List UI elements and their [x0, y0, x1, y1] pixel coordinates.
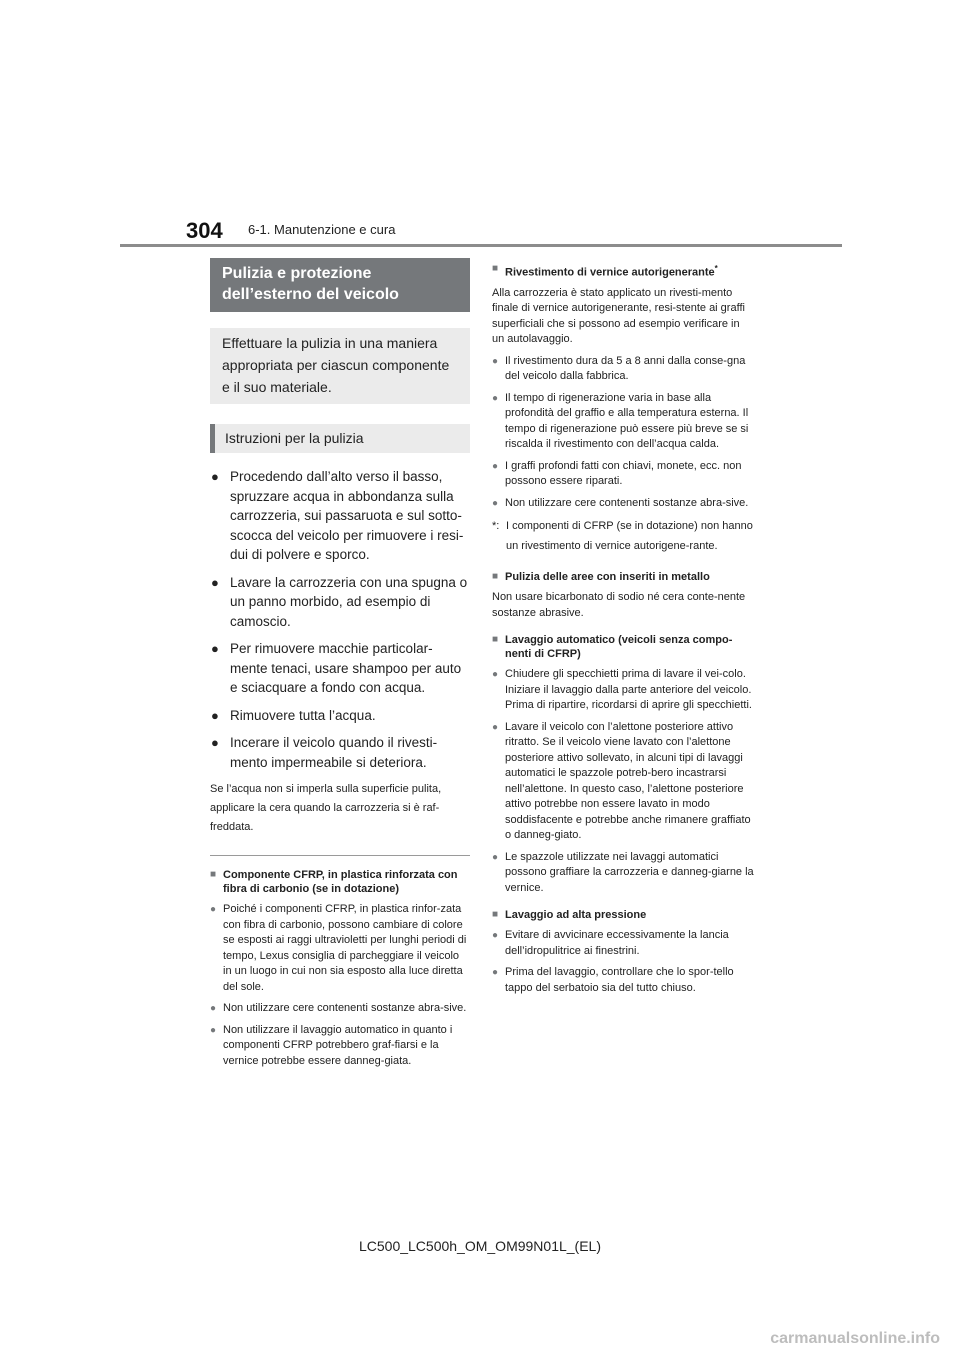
list-item-text: Chiudere gli specchietti prima di lavare il vei-colo. Iniziare il lavaggio dalla parte anteriore del veicolo. Prima di ripartire, ricordarsi di aprire gli specchietti.	[505, 668, 752, 712]
list-item	[492, 720, 754, 844]
list-item-text: Lavare il veicolo con l’alettone posteriore attivo ritratto. Se il veicolo viene lavato con l’alettone posteriore attivo sollevato, in alcuni tipi di lavaggi automatici le spazzole potreb-bero incastrarsi nell’alettone. In questo caso, l’alettone posteriore attivo potrebbe non essere lavato in modo soddisfacente e potrebbe anche rimanere graffiato o danneg-giato.	[505, 720, 751, 842]
list-item-text: Incerare il veicolo quando il rivesti-mento impermeabile si deteriora.	[230, 735, 438, 770]
metal-heading-text: Pulizia delle aree con inseriti in metallo	[505, 571, 710, 584]
cleaning-steps-list	[210, 467, 470, 772]
list-item	[492, 928, 754, 959]
autowash-list	[492, 667, 754, 896]
list-item-text: Non utilizzare cere contenenti sostanze abra-sive.	[505, 496, 749, 509]
list-item-text: Poiché i componenti CFRP, in plastica rinfor-zata con fibra di carbonio, possono cambiare di colore se esposti ai raggi ultravioletti per lunghi periodi di tempo, Lexus consiglia di parcheggiare il veicolo in un luogo in cui non sia esposto alla luce diretta del sole.	[223, 903, 467, 993]
footnote-marker: *	[714, 264, 718, 273]
page-number: 304	[186, 218, 223, 243]
wax-note: Se l’acqua non si imperla sulla superficie pulita, applicare la cera quando la carrozzeria si è raf-freddata.	[210, 783, 442, 833]
cfrp-heading	[210, 868, 470, 896]
circle-bullet-icon: ●	[492, 497, 499, 509]
list-item-text: Procedendo dall’alto verso il basso, spruzzare acqua in abbondanza sulla carrozzeria, sui passaruota e sul sotto-scocca del veicolo per rimuovere i resi-dui di polvere e sporco.	[230, 469, 464, 562]
circle-bullet-icon: ●	[492, 392, 499, 404]
footnote	[492, 517, 754, 556]
section-title: 6-1. Manutenzione e cura	[248, 222, 396, 237]
list-item	[210, 733, 470, 772]
list-item	[210, 467, 470, 565]
cfrp-list	[210, 902, 470, 1069]
bullet-icon: ●	[211, 469, 219, 484]
list-item-text: Il tempo di rigenerazione varia in base alla profondità del graffio e alla temperatura esterna. Il tempo di rigenerazione può essere più breve se si riscalda il rivestimento con dell’acqua calda.	[505, 391, 749, 451]
list-item-text: Rimuovere tutta l’acqua.	[230, 707, 376, 723]
circle-bullet-icon: ●	[210, 1003, 217, 1014]
section-heading: Pulizia e protezione dell’esterno del veicolo	[210, 258, 470, 312]
list-item	[210, 706, 470, 726]
cleaning-instructions-heading: Istruzioni per la pulizia	[210, 424, 470, 453]
divider	[210, 855, 470, 856]
regen-heading-text: Rivestimento di vernice autorigenerante	[505, 266, 715, 279]
list-item	[492, 459, 754, 490]
document-id: LC500_LC500h_OM_OM99N01L_(EL)	[358, 1238, 602, 1254]
autowash-heading	[492, 633, 754, 661]
list-item-text: Per rimuovere macchie particolar-mente tenaci, usare shampoo per auto e sciacquare a fondo con acqua.	[230, 641, 462, 695]
right-column	[492, 258, 754, 1002]
square-bullet-icon: ■	[492, 263, 499, 274]
circle-bullet-icon: ●	[492, 930, 499, 942]
circle-bullet-icon: ●	[492, 460, 499, 472]
regen-list	[492, 354, 754, 512]
regen-paragraph: Alla carrozzeria è stato applicato un rivesti-mento finale di vernice autorigenerante, resi-stente ai graffi superficiali che si possono ad esempio verificare in un autolavaggio.	[492, 286, 745, 346]
circle-bullet-icon: ●	[210, 1024, 217, 1036]
list-item	[210, 1001, 470, 1017]
watermark: carmanualsonline.info	[770, 1330, 940, 1347]
circle-bullet-icon: ●	[210, 904, 217, 915]
footnote-text: I componenti di CFRP (se in dotazione) non hanno un rivestimento di vernice autorigene-rante.	[506, 520, 753, 552]
pressure-list	[492, 928, 754, 996]
circle-bullet-icon: ●	[492, 851, 499, 863]
list-item	[492, 667, 754, 714]
list-item	[492, 391, 754, 453]
metal-paragraph: Non usare bicarbonato di sodio né cera conte-nente sostanze abrasive.	[492, 591, 746, 619]
square-bullet-icon: ■	[492, 634, 499, 646]
list-item-text: Lavare la carrozzeria con una spugna o un panno morbido, ad esempio di camoscio.	[230, 574, 468, 629]
circle-bullet-icon: ●	[492, 721, 499, 733]
list-item	[210, 573, 470, 632]
list-item	[492, 850, 754, 897]
bullet-icon: ●	[211, 735, 219, 750]
list-item-text: Non utilizzare il lavaggio automatico in quanto i componenti CFRP potrebbero graf-fiarsi e la vernice potrebbe essere danneg-giata.	[223, 1023, 453, 1067]
autowash-heading-text: Lavaggio automatico (veicoli senza compo-nenti di CFRP)	[505, 634, 733, 661]
cfrp-heading-text: Componente CFRP, in plastica rinforzata con fibra di carbonio (se in dotazione)	[223, 869, 458, 895]
list-item	[492, 965, 754, 996]
list-item	[210, 1023, 470, 1070]
circle-bullet-icon: ●	[492, 967, 499, 979]
square-bullet-icon: ■	[210, 869, 217, 880]
list-item-text: I graffi profondi fatti con chiavi, monete, ecc. non possono essere riparati.	[505, 459, 742, 488]
intro-text: Effettuare la pulizia in una maniera appropriata per ciascun componente e il suo materiale.	[210, 328, 470, 404]
pressure-heading-text: Lavaggio ad alta pressione	[505, 909, 647, 922]
list-item	[492, 496, 754, 512]
square-bullet-icon: ■	[492, 571, 499, 583]
pressure-heading	[492, 908, 754, 922]
list-item	[492, 354, 754, 385]
list-item-text: Non utilizzare cere contenenti sostanze abra-sive.	[223, 1002, 467, 1014]
footnote-marker: *:	[492, 520, 500, 533]
list-item-text: Le spazzole utilizzate nei lavaggi automatici possono graffiare la carrozzeria e danneg-giarne la vernice.	[505, 850, 754, 894]
list-item-text: Prima del lavaggio, controllare che lo spor-tello tappo del serbatoio sia del tutto chiuso.	[505, 966, 734, 994]
circle-bullet-icon: ●	[492, 669, 499, 681]
header-rule	[120, 244, 842, 247]
metal-heading	[492, 570, 754, 584]
left-column	[210, 258, 470, 1075]
list-item-text: Evitare di avvicinare eccessivamente la lancia dell’idropulitrice ai finestrini.	[505, 929, 729, 957]
list-item	[210, 902, 470, 995]
square-bullet-icon: ■	[492, 909, 499, 921]
regen-heading	[492, 262, 754, 280]
bullet-icon: ●	[211, 641, 219, 656]
circle-bullet-icon: ●	[492, 355, 499, 367]
bullet-icon: ●	[211, 574, 219, 590]
list-item	[210, 639, 470, 698]
bullet-icon: ●	[211, 707, 219, 723]
list-item-text: Il rivestimento dura da 5 a 8 anni dalla conse-gna del veicolo dalla fabbrica.	[505, 354, 746, 383]
